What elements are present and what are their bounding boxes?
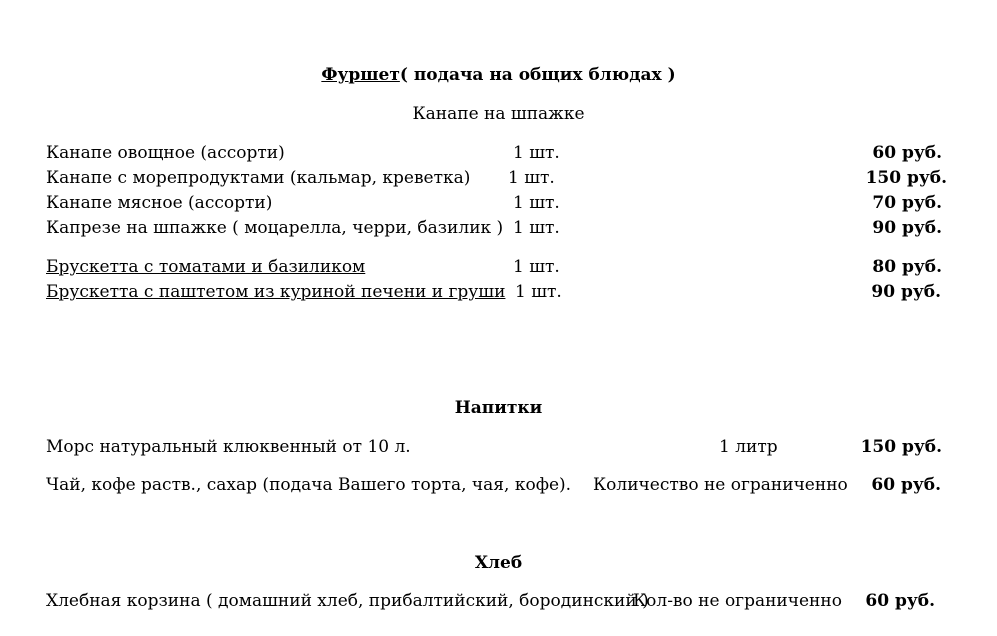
item-price: 80 руб. <box>872 257 942 277</box>
section-subtitle-canape: Канапе на шпажке <box>412 104 585 124</box>
item-price: 90 руб. <box>872 218 942 238</box>
item-qty: 1 шт. <box>515 282 562 302</box>
item-price: 90 руб. <box>871 282 941 302</box>
item-price: 60 руб. <box>872 143 942 163</box>
item-qty: Количество не ограниченно <box>593 475 848 495</box>
item-price: 60 руб. <box>865 591 935 611</box>
item-price: 150 руб. <box>865 168 947 188</box>
item-name: Капрезе на шпажке ( моцарелла, черри, базилик ) <box>46 218 504 238</box>
item-name: Канапе овощное (ассорти) <box>46 143 285 163</box>
section-title-furshet-rest: ( подача на общих блюдах ) <box>399 65 676 85</box>
item-name-text: Брускетта с томатами и базиликом <box>46 257 366 277</box>
section-title-furshet <box>0 67 997 84</box>
item-name: Брускетта с паштетом из куриной печени и груши <box>46 282 506 302</box>
item-name: Чай, кофе раств., сахар (подача Вашего торта, чая, кофе). <box>46 475 572 495</box>
item-qty: 1 шт. <box>513 193 560 213</box>
item-qty: Кол-во не ограниченно <box>633 591 842 611</box>
section-title-furshet-underlined: Фуршет <box>321 65 400 85</box>
item-qty: 1 шт. <box>513 218 560 238</box>
item-qty: 1 шт. <box>508 168 555 188</box>
item-name: Канапе мясное (ассорти) <box>46 193 273 213</box>
item-name: Морс натуральный клюквенный от 10 л. <box>46 437 411 457</box>
item-name: Хлебная корзина ( домашний хлеб, прибалтийский, бородинский ) <box>46 591 649 611</box>
item-name <box>46 259 379 276</box>
section-title-drinks: Напитки <box>454 398 543 418</box>
section-title-bread: Хлеб <box>474 553 523 573</box>
item-qty: 1 шт. <box>513 143 560 163</box>
item-price: 60 руб. <box>871 475 941 495</box>
item-qty: 1 шт. <box>513 257 560 277</box>
item-qty: 1 литр <box>719 437 778 457</box>
item-price: 70 руб. <box>872 193 942 213</box>
item-name: Канапе с морепродуктами (кальмар, креветка) <box>46 168 471 188</box>
item-price: 150 руб. <box>860 437 942 457</box>
